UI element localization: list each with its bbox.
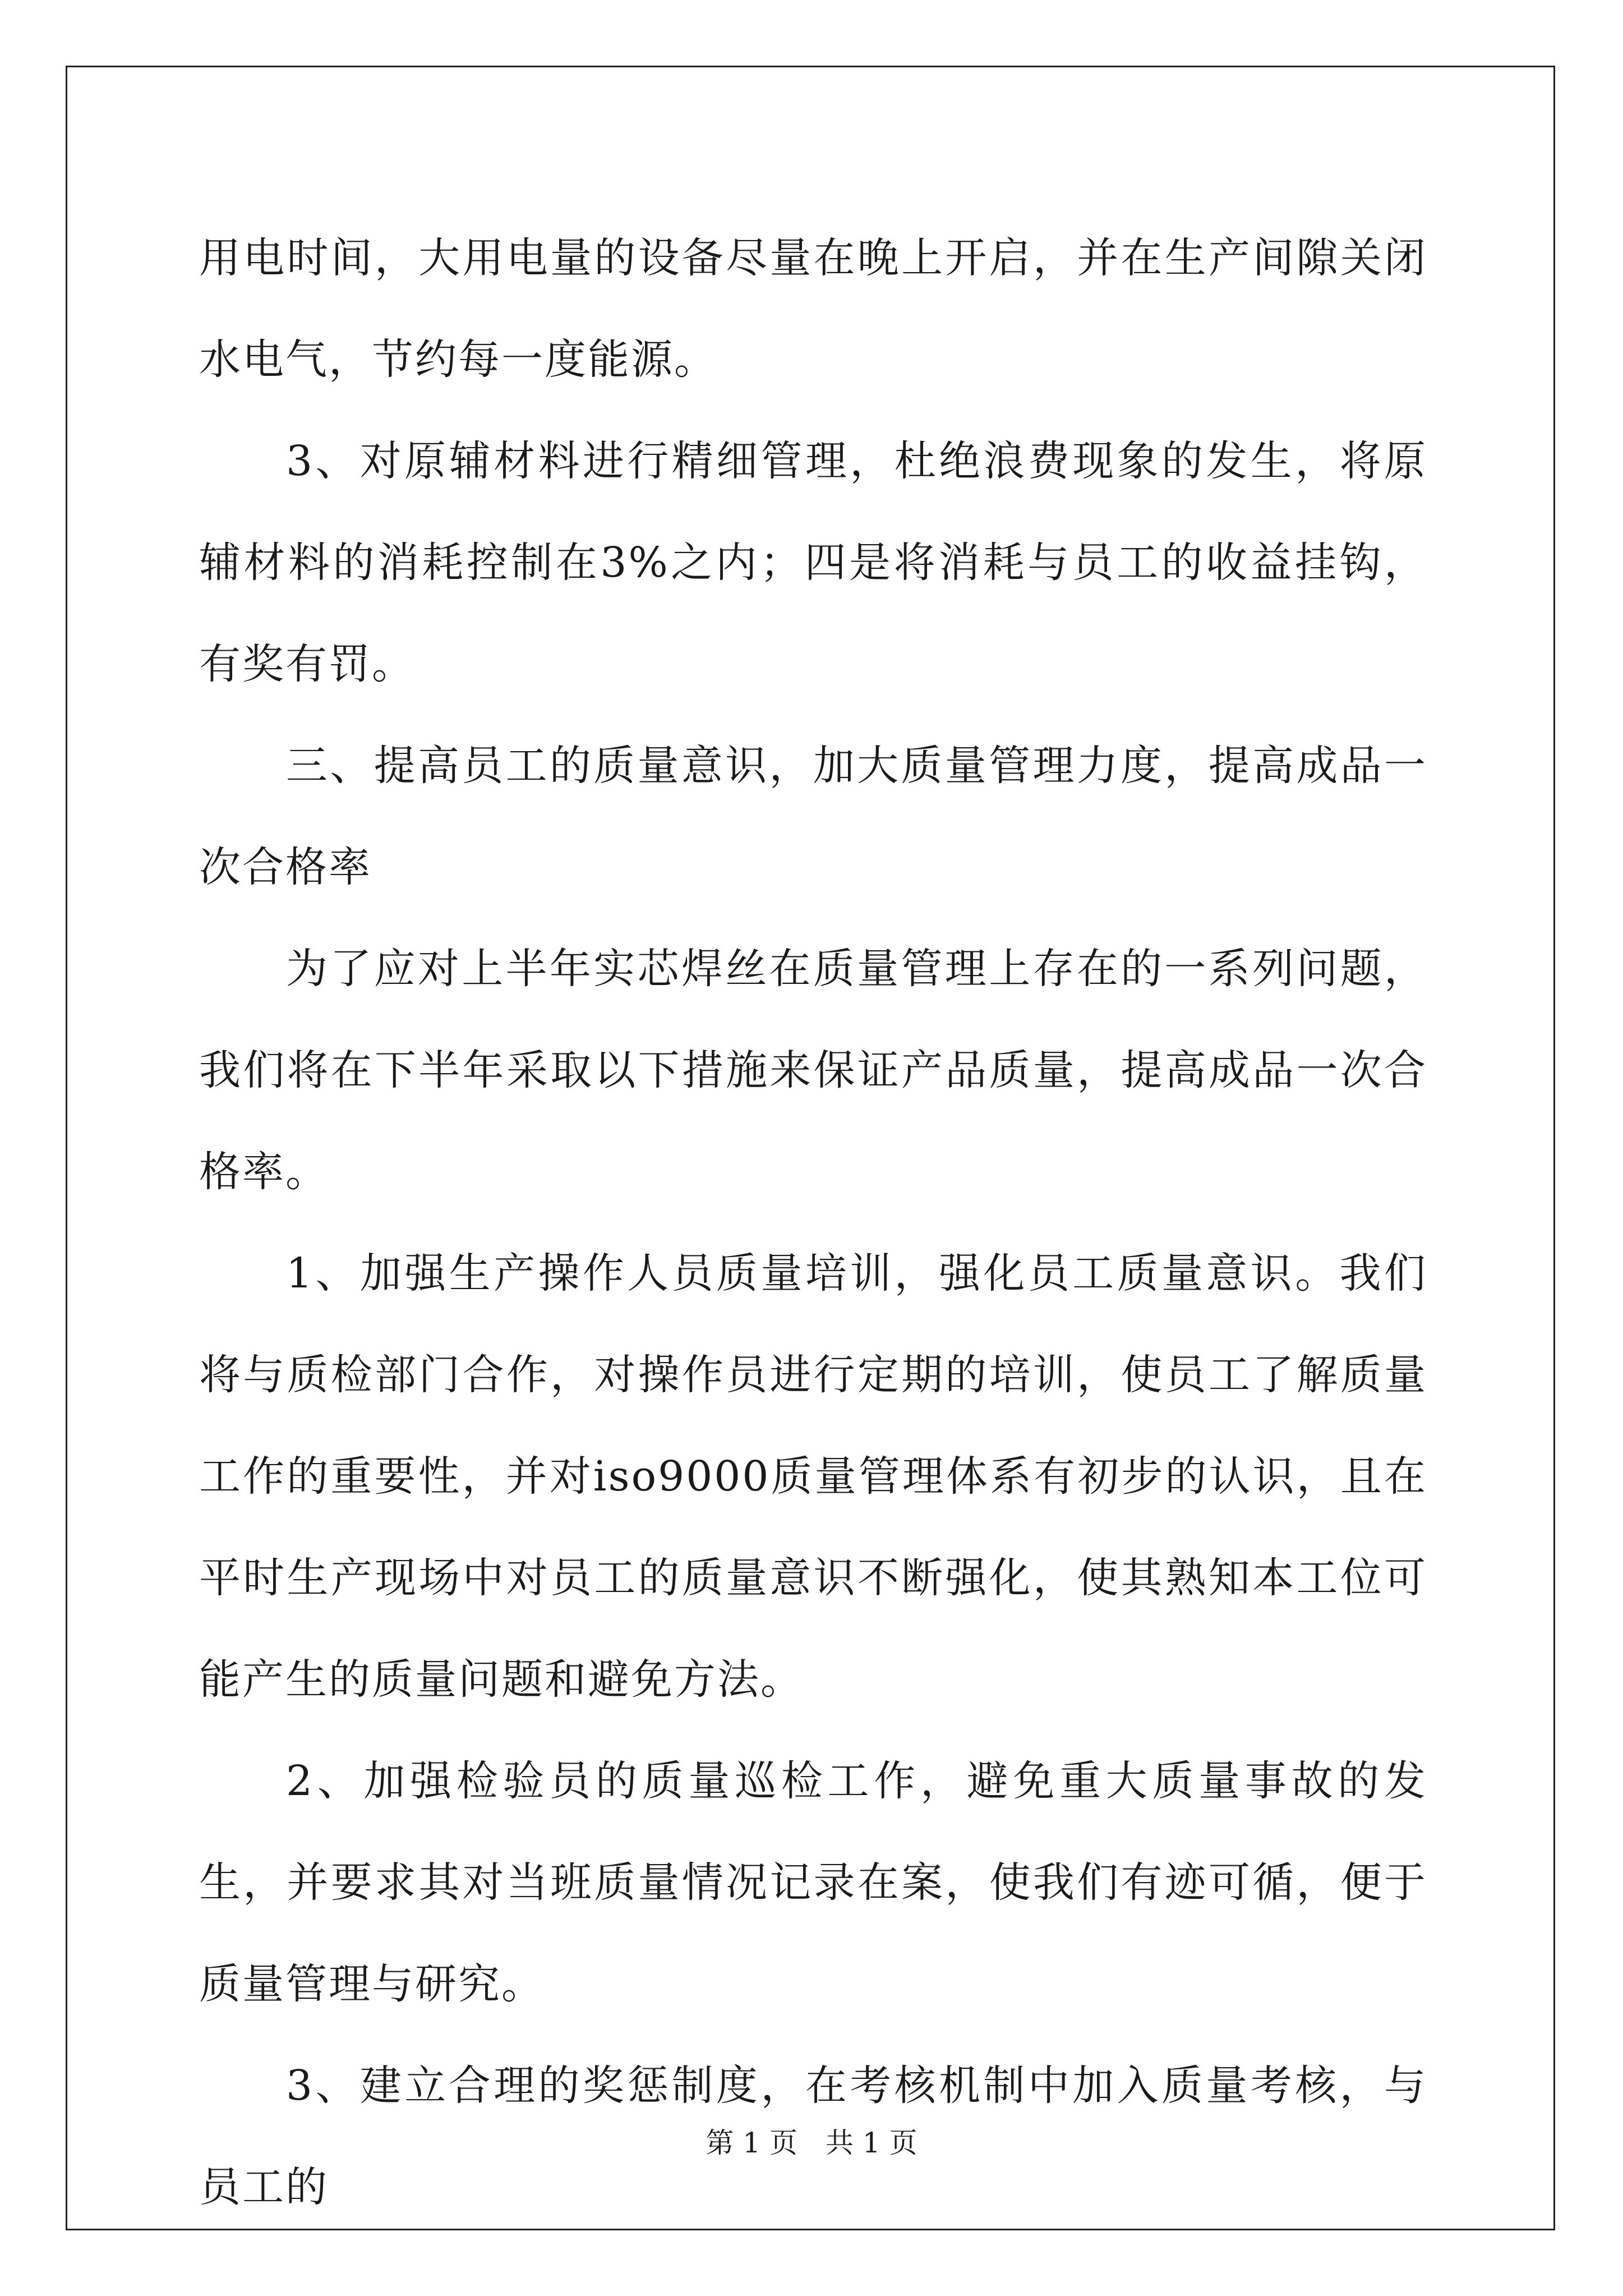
paragraph: 2、加强检验员的质量巡检工作，避免重大质量事故的发生，并要求其对当班质量情况记录在案，使我们有迹可循，便于质量管理与研究。 bbox=[199, 1757, 1427, 2008]
paragraph: 为了应对上半年实芯焊丝在质量管理上存在的一系列问题，我们将在下半年采取以下措施来保证产品质量，提高成品一次合格率。 bbox=[199, 945, 1427, 1196]
total-pages-label: 共 1 页 bbox=[826, 2127, 917, 2159]
paragraph: 用电时间，大用电量的设备尽量在晚上开启，并在生产间隙关闭水电气，节约每一度能源。 bbox=[199, 234, 1427, 384]
paragraph: 1、加强生产操作人员质量培训，强化员工质量意识。我们将与质检部门合作，对操作员进行定期的培训，使员工了解质量工作的重要性，并对iso9000质量管理体系有初步的认识，且在平时生产现场中对员工的质量意识不断强化，使其熟知本工位可能产生的质量问题和避免方法。 bbox=[199, 1249, 1427, 1704]
section-heading: 三、提高员工的质量意识，加大质量管理力度，提高成品一次合格率 bbox=[199, 742, 1427, 891]
document-body bbox=[199, 208, 1427, 2238]
page-footer bbox=[0, 2126, 1623, 2160]
current-page-label: 第 1 页 bbox=[706, 2127, 797, 2159]
paragraph: 3、建立合理的奖惩制度，在考核机制中加入质量考核，与员工的 bbox=[199, 2062, 1427, 2211]
paragraph: 3、对原辅材料进行精细管理，杜绝浪费现象的发生，将原辅材料的消耗控制在3%之内；四是将消耗与员工的收益挂钩，有奖有罚。 bbox=[199, 437, 1427, 688]
